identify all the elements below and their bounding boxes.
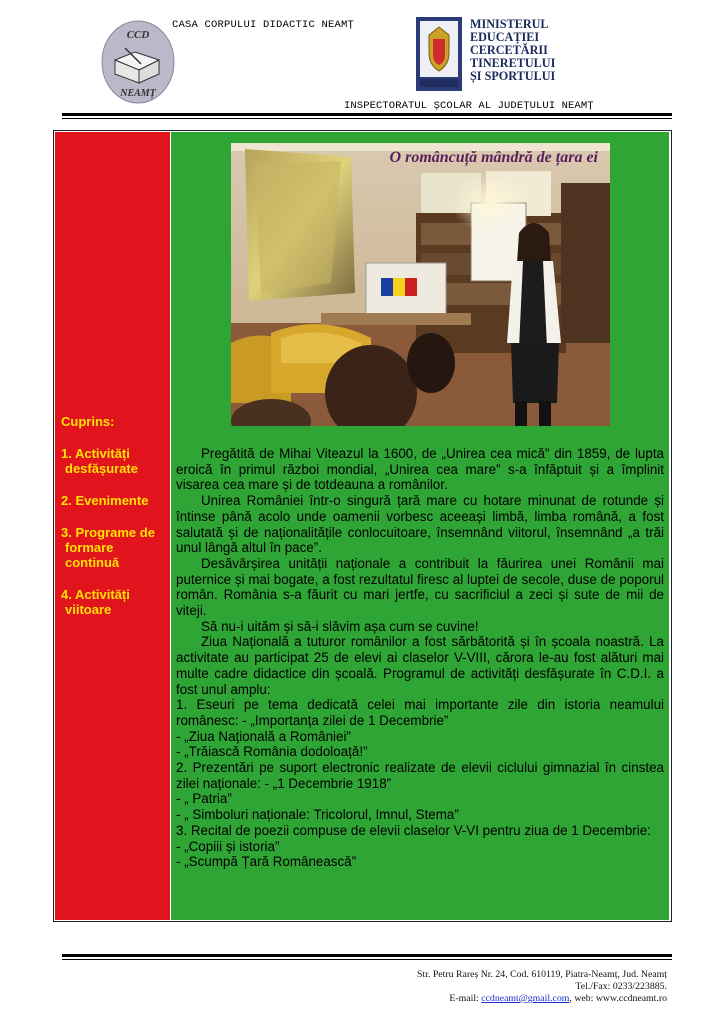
menu-heading: Cuprins: bbox=[61, 414, 115, 429]
program-item: 2. Prezentări pe suport electronic realizate de elevii ciclului gimnazial în cinstea zilei naționale: - „1 Decembrie 1918” bbox=[176, 760, 664, 791]
classroom-photo-illustration bbox=[231, 143, 610, 426]
ministry-line: CERCETĂRII bbox=[470, 43, 548, 57]
footer-rule-thin bbox=[62, 959, 672, 960]
menu-item-label: 1. Activități bbox=[61, 446, 130, 461]
article-paragraph: Ziua Națională a tuturor românilor a fost sărbătorită și în școala noastră. La activitate au participat 25 de elevi ai claselor V-VIII, cărora le-au fost alături mai multe cadre didactice din școală. Programul de activități desfășurate în C.D.I. a fost unul amplu: bbox=[176, 634, 664, 697]
ministry-name bbox=[470, 18, 555, 83]
footer-email-web bbox=[247, 993, 667, 1005]
menu-item-label: continuă bbox=[65, 555, 120, 570]
menu-item-label: formare bbox=[65, 540, 114, 555]
ministry-line: ȘI SPORTULUI bbox=[470, 69, 556, 83]
footer-email-label: E-mail: bbox=[449, 993, 482, 1004]
header-rule-thin bbox=[62, 118, 672, 119]
article-paragraph: Să nu-i uităm și să-i slăvim așa cum se cuvine! bbox=[201, 618, 479, 634]
program-subitem: - „Ziua Națională a României” bbox=[176, 728, 351, 744]
ccd-neamt-logo bbox=[101, 20, 175, 104]
logo-bottom-text: NEAMȚ bbox=[120, 88, 156, 99]
ministry-line: EDUCAȚIEI bbox=[470, 30, 540, 44]
article-paragraph: Desăvârșirea unității naționale a contribuit la făurirea unei Românii mai puternice și mai bogate, a fost rezultatul firesc al luptei de secole, duse de poporul român. România s-a făurit cu mari jertfe, cu sacrificiul a zeci și sute de mii de viteji. bbox=[176, 555, 664, 619]
photo-caption: O româncuță mândră de țara ei bbox=[389, 149, 598, 166]
program-subitem: - „Trăiască România dodoloață!” bbox=[176, 744, 368, 760]
ministry-line: MINISTERUL bbox=[470, 17, 549, 31]
article-text bbox=[176, 446, 664, 870]
ccd-title: CASA CORPULUI DIDACTIC NEAMȚ bbox=[172, 19, 355, 31]
email-link[interactable]: ccdneamt@gmail.com bbox=[481, 993, 570, 1004]
menu-item-activitati-desfasurate[interactable] bbox=[61, 446, 169, 476]
program-subitem: - „ Patria” bbox=[176, 791, 232, 807]
menu-item-evenimente[interactable] bbox=[61, 493, 169, 508]
article-paragraph: Pregătită de Mihai Viteazul la 1600, de „Unirea cea mică” din 1859, de lupta eroică în primul război mondial, „Unirea cea mare” s-a înfăptuit și a împlinit visarea cea mare și de totdeauna a românilor. bbox=[176, 446, 664, 493]
program-item: 3. Recital de poezii compuse de elevii claselor V-VI pentru ziua de 1 Decembrie: bbox=[176, 822, 651, 838]
footer-phone: Tel./Fax: 0233/223885. bbox=[575, 981, 667, 992]
sidebar-menu bbox=[61, 414, 169, 634]
menu-item-programe-formare[interactable] bbox=[61, 525, 169, 570]
program-subitem: - „ Simboluri naționale: Tricolorul, Imnul, Stema” bbox=[176, 807, 459, 823]
ministry-line: TINERETULUI bbox=[470, 56, 556, 70]
footer-address: Str. Petru Rareș Nr. 24, Cod. 610119, Piatra-Neamț, Jud. Neamț bbox=[417, 969, 667, 980]
article-paragraph: Unirea României într-o singură țară mare cu hotare minunat de rotunde și întinse până acolo unde oamenii vorbesc aceeași limbă, limba română, a fost salutată și de naționalitățile conlocuitoare, însemnând viitorul, însemnând „a trăi unul lângă altul în pace”. bbox=[176, 493, 664, 556]
program-subitem: - „Copiii și istoria” bbox=[176, 838, 280, 854]
menu-item-label: viitoare bbox=[65, 602, 112, 617]
footer-contact bbox=[247, 969, 667, 1005]
ministry-crest-logo bbox=[416, 17, 462, 91]
menu-item-activitati-viitoare[interactable] bbox=[61, 587, 169, 617]
header-rule bbox=[62, 113, 672, 116]
program-subitem: - „Scumpă Țară Românească” bbox=[176, 854, 357, 870]
footer-rule bbox=[62, 954, 672, 957]
logo-top-text: CCD bbox=[126, 29, 150, 41]
menu-item-label: 2. Evenimente bbox=[61, 493, 149, 508]
event-photo bbox=[231, 143, 610, 426]
menu-item-label: 3. Programe de bbox=[61, 525, 155, 540]
menu-item-label: 4. Activități bbox=[61, 587, 130, 602]
footer-web: , web: www.ccdneamt.ro bbox=[569, 993, 667, 1004]
program-item: 1. Eseuri pe tema dedicată celei mai importante zile din istoria neamului românesc: - „Importanța zilei de 1 Decembrie” bbox=[176, 697, 664, 728]
menu-item-label: desfășurate bbox=[65, 461, 138, 476]
isj-title: INSPECTORATUL ȘCOLAR AL JUDEȚULUI NEAMȚ bbox=[344, 100, 594, 112]
